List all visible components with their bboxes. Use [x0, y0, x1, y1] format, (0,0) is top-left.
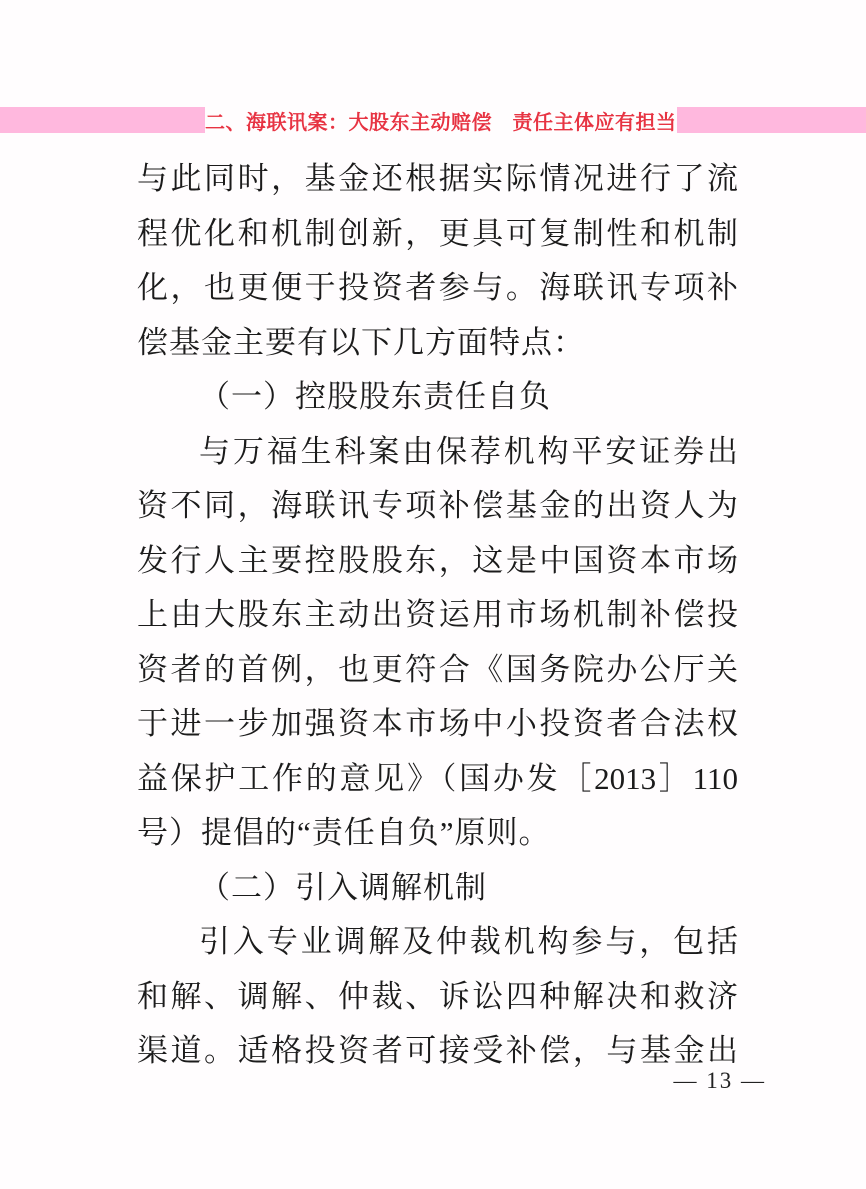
body-line: 与此同时，基金还根据实际情况进行了流: [137, 161, 738, 196]
body-line: 于进一步加强资本市场中小投资者合法权: [137, 706, 738, 741]
chapter-title: 二、海联讯案：大股东主动赔偿 责任主体应有担当: [205, 111, 677, 134]
body-line: 偿基金主要有以下几方面特点：: [137, 324, 585, 360]
body-line: 资不同，海联讯专项补偿基金的出资人为: [137, 488, 738, 523]
body-line: 发行人主要控股股东，这是中国资本市场: [137, 542, 738, 578]
body-line: 程优化和机制创新，更具可复制性和机制: [137, 215, 738, 251]
body-line: 资者的首例，也更符合《国务院办公厅关: [137, 651, 738, 687]
running-header: [0, 106, 866, 134]
header-band-right: [677, 107, 866, 133]
header-band-left: [0, 107, 205, 133]
body-line: 和解、调解、仲裁、诉讼四种解决和救济: [137, 978, 738, 1014]
body-line: 引入专业调解及仲裁机构参与，包括: [199, 924, 738, 959]
body-line: 与万福生科案由保荐机构平安证券出: [199, 433, 738, 469]
body-text-column: [137, 152, 738, 1079]
subheading-1: （一）控股股东责任自负: [199, 379, 551, 414]
body-line: 号）提倡的“责任自负”原则。: [137, 815, 551, 850]
body-line: 渠道。适格投资者可接受补偿，与基金出: [137, 1033, 738, 1068]
body-line: 化，也更便于投资者参与。海联讯专项补: [137, 270, 738, 305]
body-line: 上由大股东主动出资运用市场机制补偿投: [137, 597, 738, 632]
subheading-2: （二）引入调解机制: [199, 869, 487, 905]
page-number: — 13 —: [673, 1068, 766, 1093]
body-line: 益保护工作的意见》（国办发［2013］110: [137, 760, 738, 796]
